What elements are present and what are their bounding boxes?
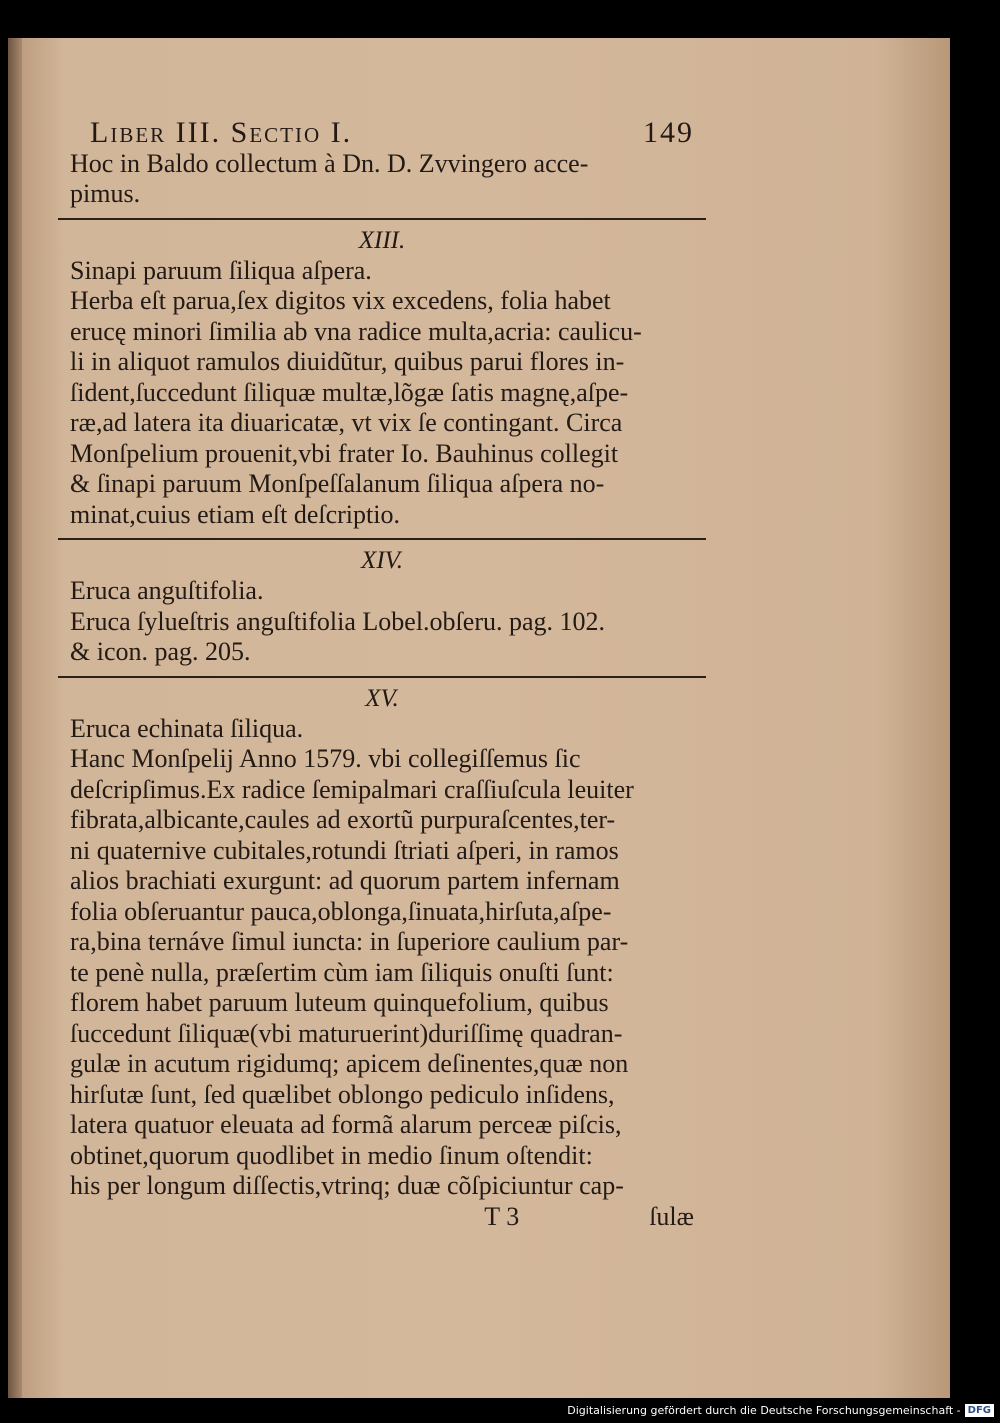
text-line: erucę minori ſimilia ab vna radice multa,acria: caulicu- <box>70 316 642 346</box>
text-line: Eruca ſylueſtris anguſtifolia Lobel.obſeru. pag. 102. <box>70 606 606 636</box>
credit-text: Digitalisierung gefördert durch die Deutsche Forschungsgemeinschaft - <box>567 1404 961 1417</box>
text-line: obtinet,quorum quodlibet in medio ſinum oſtendit: <box>70 1140 593 1170</box>
page-footer <box>70 1202 694 1233</box>
text-line: his per longum diſſectis,vtrinq; duæ cõſpiciuntur cap- <box>70 1171 624 1200</box>
text-line: & ſinapi paruum Monſpeſſalanum ſiliqua aſpera no- <box>70 469 605 498</box>
dfg-logo: DFG <box>965 1404 994 1417</box>
text-line: hirſutæ ſunt, ſed quælibet oblongo pediculo inſidens, <box>70 1079 615 1109</box>
text-line: te penè nulla, præſertim cùm iam ſiliquis onuſti ſunt: <box>70 957 614 987</box>
section-number: XV. <box>365 684 399 712</box>
text-line: ſuccedunt ſiliquæ(vbi maturuerint)duriſſimę quadran- <box>70 1018 623 1048</box>
entry-title: Eruca anguſtifolia. <box>70 576 264 605</box>
text-line: Hoc in Baldo collectum à Dn. D. Zvvingero acce- <box>70 148 589 178</box>
section-rule <box>58 218 706 220</box>
text-line: li in aliquot ramulos diuidũtur, quibus parui flores in- <box>70 347 625 376</box>
entry-title: Eruca echinata ſiliqua. <box>70 713 304 743</box>
section-number: XIII. <box>358 226 406 254</box>
text-line: deſcripſimus.Ex radice ſemipalmari craſſiuſcula leuiter <box>70 774 634 804</box>
text-line: Herba eſt parua,ſex digitos vix excedens, folia habet <box>70 286 611 315</box>
section-number: XIV. <box>361 547 403 574</box>
page-text <box>70 118 694 1232</box>
signature-mark: T 3 <box>484 1201 520 1231</box>
text-line: pimus. <box>70 179 141 208</box>
text-line: Hanc Monſpelij Anno 1579. vbi collegiſſemus ſic <box>70 744 581 773</box>
text-line: folia obſeruantur pauca,oblonga,ſinuata,hirſuta,aſpe- <box>70 896 612 926</box>
page-binding-edge <box>8 38 22 1398</box>
running-title: Liber III. Sectio I. <box>90 116 353 149</box>
page-number: 149 <box>643 116 694 149</box>
text-line: Monſpelium prouenit,vbi frater Io. Bauhinus collegit <box>70 438 619 468</box>
catchword: ſulæ <box>649 1201 694 1231</box>
text-line: latera quatuor eleuata ad formã alarum perceæ piſcis, <box>70 1110 622 1139</box>
text-line: gulæ in acutum rigidumq; apicem deſinentes,quæ non <box>70 1049 629 1078</box>
section-rule <box>58 676 706 678</box>
section-rule <box>58 538 706 540</box>
book-page <box>8 38 950 1398</box>
digitization-credit <box>567 1404 994 1417</box>
text-line: fibrata,albicante,caules ad exortũ purpuraſcentes,ter- <box>70 805 616 834</box>
text-line: ræ,ad latera ita diuaricatæ, vt vix ſe contingant. Circa <box>70 408 623 437</box>
entry-title: Sinapi paruum ſiliqua aſpera. <box>70 255 372 285</box>
text-line: minat,cuius etiam eſt deſcriptio. <box>70 499 400 529</box>
running-header <box>70 118 694 149</box>
text-line: & icon. pag. 205. <box>70 637 251 666</box>
text-line: florem habet paruum luteum quinquefolium, quibus <box>70 988 609 1017</box>
text-line: ni quaternive cubitales,rotundi ſtriati aſperi, in ramos <box>70 835 619 865</box>
text-line: ra,bina ternáve ſimul iuncta: in ſuperiore caulium par- <box>70 927 629 956</box>
text-line: alios brachiati exurgunt: ad quorum partem infernam <box>70 866 620 895</box>
text-line: ſident,ſuccedunt ſiliquæ multæ,lõgæ ſatis magnę,aſpe- <box>70 377 629 407</box>
